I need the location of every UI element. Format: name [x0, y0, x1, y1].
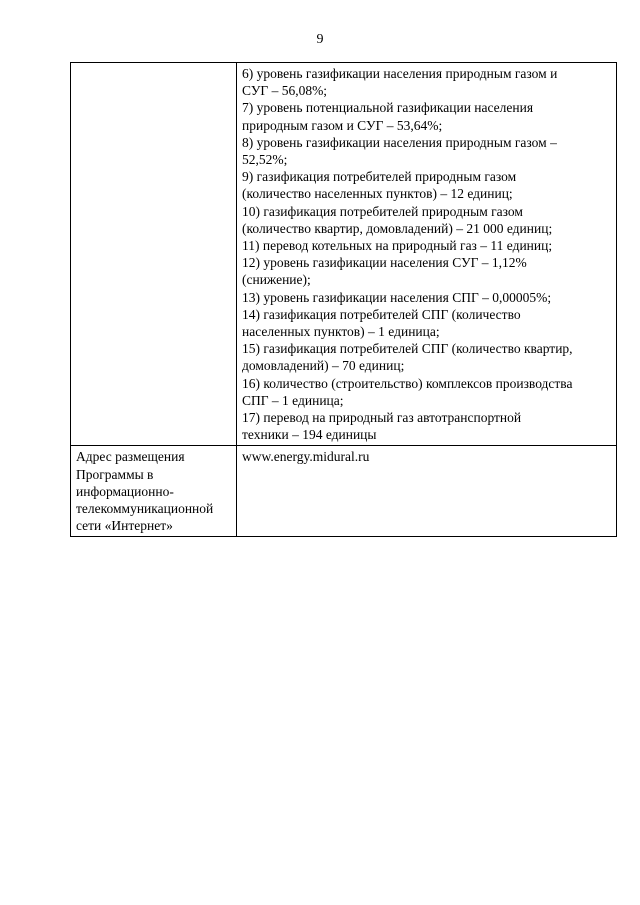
table-row-indicators — [71, 63, 617, 446]
label-line: телекоммуникационной — [76, 501, 214, 517]
label-cell-empty — [71, 63, 237, 446]
indicator-line: 11) перевод котельных на природный газ – 11 единиц; — [242, 238, 553, 254]
indicator-line: (количество населенных пунктов) – 12 единиц; — [242, 186, 513, 202]
label-line: информационно- — [76, 483, 174, 499]
indicator-line: 6) уровень газификации населения природным газом и — [242, 66, 558, 81]
label-line: Программы в — [76, 466, 154, 482]
indicator-line: населенных пунктов) – 1 единица; — [242, 324, 440, 340]
indicator-line: 7) уровень потенциальной газификации населения — [242, 100, 534, 116]
indicator-line: 9) газификация потребителей природным газом — [242, 169, 517, 185]
indicator-line: СУГ – 56,08%; — [242, 83, 328, 99]
indicator-line: 10) газификация потребителей природным газом — [242, 203, 523, 219]
internet-address-value-cell — [237, 446, 617, 537]
indicator-line: (снижение); — [242, 272, 311, 288]
indicator-line: 8) уровень газификации населения природным газом – — [242, 134, 557, 150]
table-row-internet-address — [71, 446, 617, 537]
indicator-line: 12) уровень газификации населения СУГ – 1,12% — [242, 255, 527, 271]
page-number: 9 — [316, 32, 324, 47]
indicator-line: 17) перевод на природный газ автотранспортной — [242, 410, 522, 426]
indicator-line: 52,52%; — [242, 152, 288, 168]
indicator-line: 15) газификация потребителей СПГ (количество квартир, — [242, 341, 573, 357]
indicator-line: 13) уровень газификации населения СПГ – 0,00005%; — [242, 289, 552, 305]
indicator-line: домовладений) – 70 единиц; — [242, 358, 405, 374]
internet-address-label-cell — [71, 446, 237, 537]
indicator-line: 16) количество (строительство) комплексов производства — [242, 375, 573, 391]
indicator-line: (количество квартир, домовладений) – 21 000 единиц; — [242, 220, 553, 236]
indicator-line: природным газом и СУГ – 53,64%; — [242, 117, 443, 133]
label-line: сети «Интернет» — [76, 518, 173, 534]
indicators-cell — [237, 63, 617, 446]
label-line: Адрес размещения — [76, 449, 185, 465]
indicator-line: 14) газификация потребителей СПГ (количество — [242, 306, 521, 322]
indicator-line: СПГ – 1 единица; — [242, 392, 344, 408]
program-passport-table — [70, 62, 617, 537]
website-url: www.energy.midural.ru — [242, 449, 370, 465]
indicator-line: техники – 194 единицы — [242, 427, 377, 443]
